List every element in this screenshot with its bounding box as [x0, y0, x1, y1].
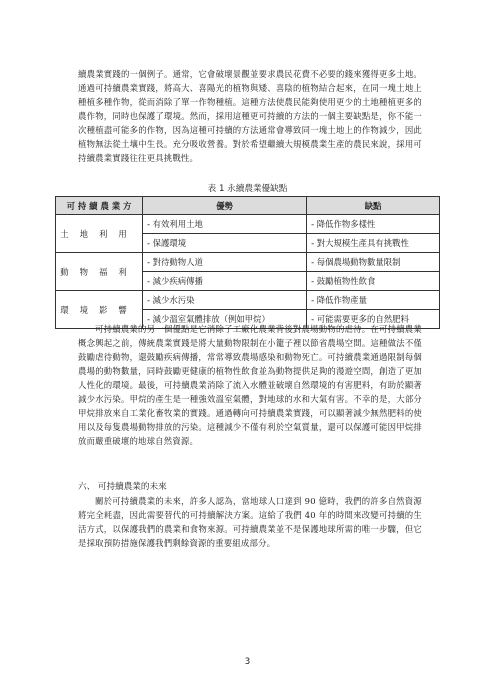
- header-method: 可 持 續 農 業 方: [56, 197, 143, 215]
- disadvantage-cell: - 每個農場動物數量限制: [307, 253, 440, 272]
- advantage-cell: - 減少疾病傳播: [143, 272, 307, 291]
- advantage-cell: - 減少溫室氣體排放（例如甲烷）: [143, 310, 307, 329]
- disadvantage-cell: - 降低作物多樣性: [307, 215, 440, 234]
- page-number: 3: [244, 657, 251, 667]
- disadvantage-cell: - 鼓勵植物性飲食: [307, 272, 440, 291]
- table-caption: 表 1 永續農業優缺點: [207, 184, 288, 194]
- disadvantage-cell: - 對大規模生產具有挑戰性: [307, 234, 440, 253]
- disadvantage-cell: - 可能需要更多的自然肥料: [307, 310, 440, 329]
- table-row: [56, 253, 440, 272]
- advantage-cell: - 有效利用土地: [143, 215, 307, 234]
- advantage-cell: - 減少水污染: [143, 291, 307, 310]
- header-disadvantages: 缺點: [307, 197, 440, 215]
- category-animal-welfare: 動物福利: [56, 253, 143, 291]
- header-advantages: 優勢: [143, 197, 307, 215]
- category-land-use: 土地利用: [56, 215, 143, 253]
- table-row: [56, 291, 440, 310]
- table-header-row: [56, 197, 440, 215]
- paragraph-animal-welfare: 可持續農業的另一個優點是它消除了工廠化農業背後對農場動物的虐待。在可持續農業概念興起之前，傳統農業實踐是將大量動物限制在小籠子裡以節省農場空間。這種做法不僅鼓勵虐待動物，還鼓勵疾病傳播，常常導致農場感染和動物死亡。可持續農業通過限制每個農場的動物數量，同時鼓勵更健康的植物性飲食並為動物提供足夠的漫遊空間，創造了更加人性化的環境。最後，可持續農業消除了流入水體並破壞自然環境的有害肥料，有助於顯著減少水污染。甲烷的產生是一種強效溫室氣體，對地球的水和大氣有害。不幸的是，大部分甲烷排放來自工業化畜牧業的實踐。通過轉向可持續農業實踐，可以顯著減少無然肥料的使用以及每隻農場動物排放的污染。這種減少不僅有利於空氣質量，還可以保護可能因甲烷排放而嚴重破壞的地球自然資源。: [78, 324, 422, 446]
- paragraph-future: 關於可持續農業的未來，許多人認為，當地球人口達到 90 億時，我們的許多自然資源將完全耗盡，因此需要替代的可持續解決方案。這給了我們 40 年的時間來改變可持續的生活方式，以保護我們的農業和食物來源。可持續農業並不是保護地球所需的唯一步驟，但它是採取預防措施保護我們剩餘資源的重要組成部分。: [78, 496, 422, 548]
- section-heading: 六、 可持續農業的未來: [78, 482, 167, 492]
- advantage-cell: - 對待動物人道: [143, 253, 307, 272]
- disadvantage-cell: - 降低作物產量: [307, 291, 440, 310]
- category-environmental-impact: 環境影響: [56, 291, 143, 329]
- paragraph-intercropping: 續農業實踐的一個例子。通常，它會破壞景觀並要求農民花費不必要的錢來獲得更多土地。通過可持續農業實踐，將高大、喜陽光的植物與矮、喜陰的植物結合起來，在同一塊土地上種植多種作物，從而消除了單一作物種植。這種方法使農民能夠使用更少的土地種植更多的農作物，同時也保護了環境。然而，採用這種更可持續的方法的一個主要缺點是，你不能一次種植盡可能多的作物，因為這種可持續的方法通常會導致同一塊土地上的作物減少，因此植物無法從土壤中生長。充分吸收營養。對於希望繼續大規模農業生產的農民來說，採用可持續農業實踐往往更具挑戰性。: [78, 69, 422, 163]
- advantage-cell: - 保護環境: [143, 234, 307, 253]
- pros-cons-table: [55, 196, 440, 329]
- table-row: [56, 215, 440, 234]
